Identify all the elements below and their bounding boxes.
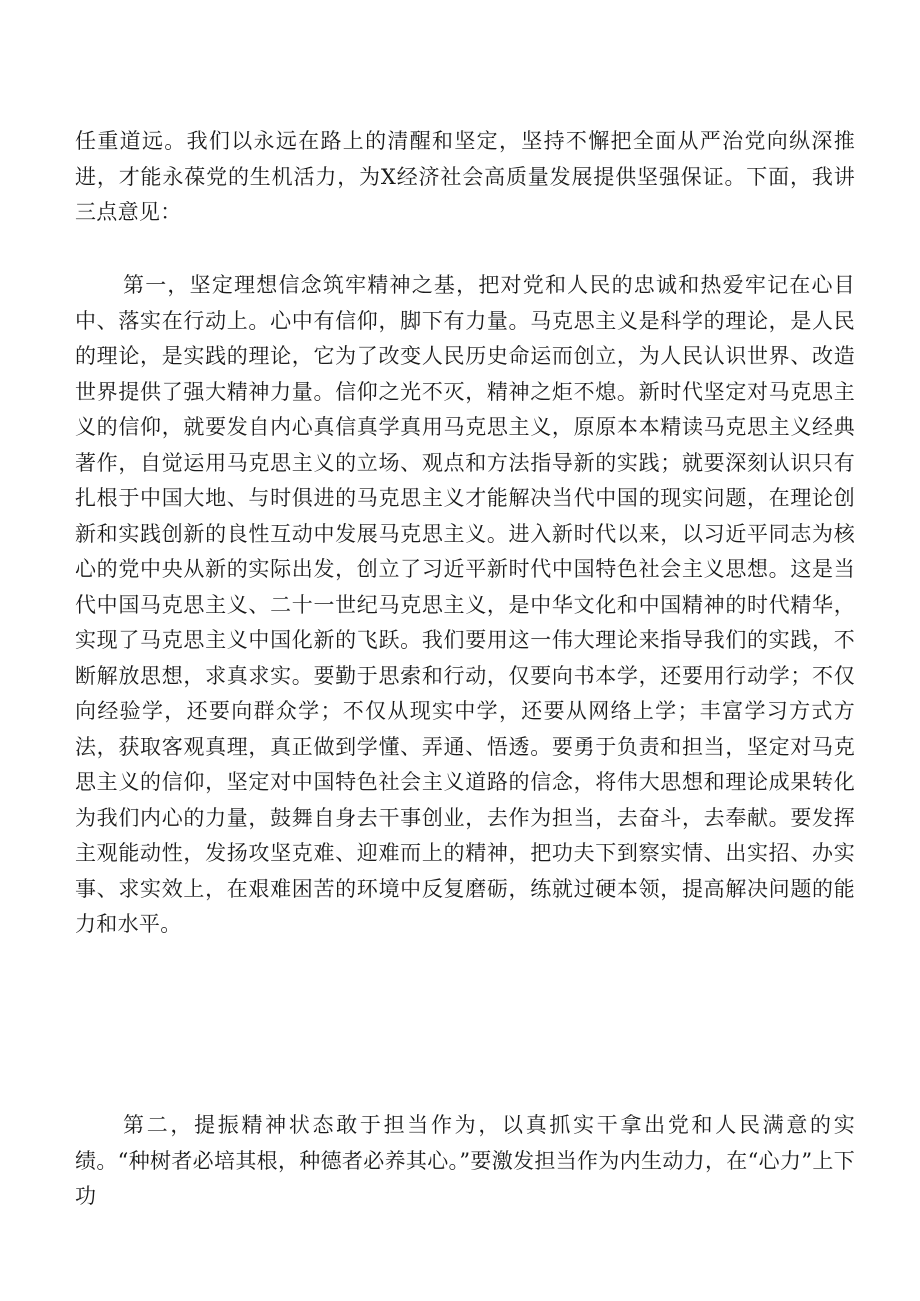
paragraph-first-point: 第一，坚定理想信念筑牢精神之基，把对党和人民的忠诚和热爱牢记在心目中、落实在行动上。心中有信仰，脚下有力量。马克思主义是科学的理论，是人民的理论，是实践的理论，它为了改变人民历史命运而创立，为人民认识世界、改造世界提供了强大精神力量。信仰之光不灭，精神之炬不熄。新时代坚定对马克思主义的信仰，就要发自内心真信真学真用马克思主义，原原本本精读马克思主义经典著作，自觉运用马克思主义的立场、观点和方法指导新的实践；就要深刻认识只有扎根于中国大地、与时俱进的马克思主义才能解决当代中国的现实问题，在理论创新和实践创新的良性互动中发展马克思主义。进入新时代以来，以习近平同志为核心的党中央从新的实际出发，创立了习近平新时代中国特色社会主义思想。这是当代中国马克思主义、二十一世纪马克思主义，是中华文化和中国精神的时代精华，实现了马克思主义中国化新的飞跃。我们要用这一伟大理论来指导我们的实践，不断解放思想，求真求实。要勤于思索和行动，仅要向书本学，还要用行动学；不仅向经验学，还要向群众学；不仅从现实中学，还要从网络上学；丰富学习方式方法，获取客观真理，真正做到学懂、弄通、悟透。要勇于负责和担当，坚定对马克思主义的信仰，坚定对中国特色社会主义道路的信念，将伟大思想和理论成果转化为我们内心的力量，鼓舞自身去干事创业，去作为担当，去奋斗，去奉献。要发挥主观能动性，发扬攻坚克难、迎难而上的精神，把功夫下到察实情、出实招、办实事、求实效上，在艰难困苦的环境中反复磨砺，练就过硬本领，提高解决问题的能力和水平。 bbox=[75, 273, 855, 936]
paragraph-second-point: 第二，提振精神状态敢于担当作为，以真抓实干拿出党和人民满意的实绩。“种树者必培其根，种德者必养其心。”要激发担当作为内生动力，在“心力”上下功 bbox=[75, 1113, 855, 1208]
paragraph-intro: 任重道远。我们以永远在路上的清醒和坚定，坚持不懈把全面从严治党向纵深推进，才能永葆党的生机活力，为X经济社会高质量发展提供坚强保证。下面，我讲三点意见： bbox=[75, 129, 855, 224]
